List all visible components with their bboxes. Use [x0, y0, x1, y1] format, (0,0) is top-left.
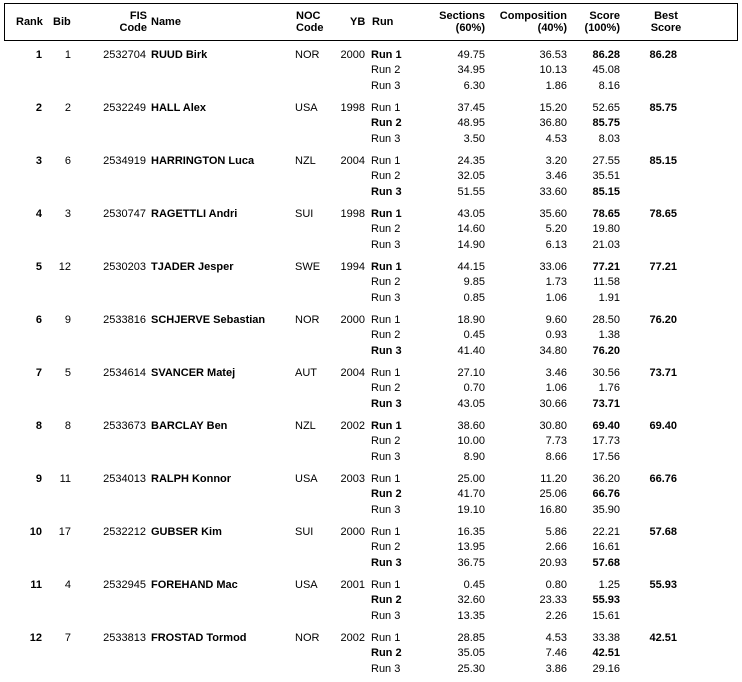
- best-score: 69.40: [649, 420, 677, 432]
- athlete-row: [0, 365, 742, 410]
- sections-score: 0.70: [463, 382, 485, 395]
- composition-score: 1.06: [545, 382, 567, 395]
- athlete-name: SVANCER Matej: [151, 367, 236, 379]
- header-composition-line2: (40%): [537, 22, 567, 34]
- run-label: Run 1: [371, 473, 401, 485]
- run-score: 22.21: [592, 526, 620, 538]
- run-label: Run 1: [371, 155, 401, 167]
- run-score: 35.90: [592, 503, 620, 516]
- sections-score: 18.90: [457, 314, 485, 326]
- sections-score: 14.60: [457, 223, 485, 236]
- header-best-score-line2: Score: [650, 22, 682, 34]
- run-score: 42.51: [592, 647, 620, 660]
- rank: 8: [35, 420, 42, 432]
- run-score: 17.56: [592, 450, 620, 463]
- composition-score: 3.46: [545, 367, 567, 379]
- best-score: 86.28: [649, 49, 677, 61]
- athlete-name: RUUD Birk: [151, 49, 208, 61]
- bib: 8: [64, 420, 71, 432]
- athlete-name: FOREHAND Mac: [151, 579, 238, 591]
- composition-score: 36.80: [539, 117, 567, 130]
- sections-score: 48.95: [457, 117, 485, 130]
- athlete-name: BARCLAY Ben: [151, 420, 228, 432]
- year-of-birth: 2004: [340, 155, 365, 167]
- composition-score: 3.20: [545, 155, 567, 167]
- best-score: 66.76: [649, 473, 677, 485]
- bib: 2: [64, 102, 71, 114]
- sections-score: 38.60: [457, 420, 485, 432]
- run-score: 17.73: [592, 435, 620, 448]
- fis-code: 2532249: [103, 102, 146, 114]
- run-score: 78.65: [592, 208, 620, 220]
- run-label: Run 2: [371, 276, 401, 289]
- run-score: 57.68: [592, 556, 620, 569]
- run-label: Run 3: [371, 609, 401, 622]
- bib: 3: [64, 208, 71, 220]
- run-score: 85.15: [592, 185, 620, 198]
- sections-score: 34.95: [457, 64, 485, 77]
- run-label: Run 1: [371, 632, 401, 644]
- composition-score: 4.53: [545, 632, 567, 644]
- best-score: 73.71: [649, 367, 677, 379]
- run-score: 36.20: [592, 473, 620, 485]
- athlete-name: TJADER Jesper: [151, 261, 234, 273]
- run-label: Run 3: [371, 503, 401, 516]
- run-label: Run 1: [371, 579, 401, 591]
- run-score: 29.16: [592, 662, 620, 675]
- run-score: 8.16: [598, 79, 620, 92]
- run-label: Run 2: [371, 117, 402, 130]
- composition-score: 20.93: [539, 556, 567, 569]
- best-score: 55.93: [649, 579, 677, 591]
- run-label: Run 2: [371, 594, 402, 607]
- bib: 11: [59, 473, 71, 485]
- best-score: 85.15: [649, 155, 677, 167]
- best-score: 42.51: [649, 632, 677, 644]
- sections-score: 13.35: [457, 609, 485, 622]
- run-score: 52.65: [592, 102, 620, 114]
- composition-score: 16.80: [539, 503, 567, 516]
- fis-code: 2530747: [103, 208, 146, 220]
- run-label: Run 1: [371, 367, 401, 379]
- header-rank: Rank: [16, 16, 43, 28]
- rank: 6: [35, 314, 42, 326]
- year-of-birth: 2001: [340, 579, 365, 591]
- composition-score: 4.53: [545, 132, 567, 145]
- rank: 9: [35, 473, 42, 485]
- run-label: Run 1: [371, 314, 401, 326]
- year-of-birth: 1998: [340, 208, 365, 220]
- run-label: Run 1: [371, 526, 401, 538]
- run-label: Run 3: [371, 79, 401, 92]
- run-label: Run 3: [371, 238, 401, 251]
- sections-score: 0.85: [463, 291, 485, 304]
- composition-score: 33.06: [539, 261, 567, 273]
- run-label: Run 3: [371, 344, 402, 357]
- run-label: Run 1: [371, 208, 402, 220]
- composition-score: 3.46: [545, 170, 567, 183]
- run-score: 55.93: [592, 594, 620, 607]
- header-name: Name: [151, 16, 181, 28]
- bib: 7: [64, 632, 71, 644]
- run-label: Run 2: [371, 647, 402, 660]
- run-label: Run 3: [371, 662, 401, 675]
- rank: 1: [35, 49, 42, 61]
- composition-score: 0.93: [545, 329, 567, 342]
- year-of-birth: 1998: [340, 102, 365, 114]
- athlete-row: [0, 206, 742, 251]
- sections-score: 9.85: [463, 276, 485, 289]
- composition-score: 33.60: [539, 185, 567, 198]
- sections-score: 10.00: [457, 435, 485, 448]
- run-score: 19.80: [592, 223, 620, 236]
- header-best-score-line1: Best: [654, 10, 678, 22]
- bib: 12: [58, 261, 71, 273]
- run-score: 1.76: [598, 382, 620, 395]
- year-of-birth: 2000: [340, 314, 365, 326]
- composition-score: 11.20: [540, 473, 567, 485]
- bib: 5: [64, 367, 71, 379]
- rank: 7: [35, 367, 42, 379]
- rank: 2: [35, 102, 42, 114]
- sections-score: 41.40: [457, 344, 485, 357]
- noc-code: NZL: [295, 155, 316, 167]
- athlete-row: [0, 259, 742, 304]
- run-label: Run 3: [371, 450, 401, 463]
- composition-score: 23.33: [539, 594, 567, 607]
- rank: 4: [35, 208, 42, 220]
- header-noc-line1: NOC: [296, 10, 321, 22]
- composition-score: 1.86: [545, 79, 567, 92]
- run-label: Run 2: [371, 541, 401, 554]
- fis-code: 2530203: [103, 261, 146, 273]
- run-label: Run 3: [371, 185, 402, 198]
- composition-score: 7.46: [545, 647, 567, 660]
- run-score: 1.38: [598, 329, 620, 342]
- fis-code: 2533816: [103, 314, 146, 326]
- athlete-row: [0, 418, 742, 463]
- athlete-name: HARRINGTON Luca: [151, 155, 255, 167]
- run-label: Run 2: [371, 223, 401, 236]
- athlete-name: HALL Alex: [151, 102, 207, 114]
- noc-code: USA: [295, 102, 318, 114]
- rank: 10: [29, 526, 42, 538]
- run-score: 11.58: [593, 276, 620, 289]
- run-label: Run 2: [371, 64, 401, 77]
- sections-score: 43.05: [457, 397, 485, 410]
- year-of-birth: 2002: [340, 632, 365, 644]
- run-score: 76.20: [592, 344, 620, 357]
- run-score: 77.21: [592, 261, 620, 273]
- header-bib: Bib: [53, 16, 71, 28]
- composition-score: 36.53: [539, 49, 567, 61]
- best-score: 57.68: [649, 526, 677, 538]
- composition-score: 6.13: [545, 238, 567, 251]
- run-label: Run 1: [371, 49, 402, 61]
- sections-score: 16.35: [457, 526, 485, 538]
- run-label: Run 2: [371, 170, 401, 183]
- athlete-row: [0, 100, 742, 145]
- bib: 1: [64, 49, 71, 61]
- composition-score: 8.66: [545, 450, 567, 463]
- year-of-birth: 2004: [340, 367, 365, 379]
- noc-code: SUI: [295, 208, 314, 220]
- fis-code: 2532212: [103, 526, 146, 538]
- bib: 17: [58, 526, 71, 538]
- sections-score: 8.90: [463, 450, 485, 463]
- run-score: 45.08: [592, 64, 620, 77]
- run-score: 66.76: [592, 488, 620, 501]
- sections-score: 3.50: [463, 132, 485, 145]
- noc-code: NOR: [295, 314, 320, 326]
- composition-score: 3.86: [545, 662, 567, 675]
- run-score: 27.55: [592, 155, 620, 167]
- run-score: 1.25: [598, 579, 620, 591]
- run-score: 69.40: [592, 420, 620, 432]
- sections-score: 0.45: [463, 329, 485, 342]
- run-label: Run 3: [371, 132, 401, 145]
- sections-score: 37.45: [457, 102, 485, 114]
- athlete-row: [0, 577, 742, 622]
- composition-score: 10.13: [539, 64, 567, 77]
- run-label: Run 1: [371, 420, 402, 432]
- athlete-name: RALPH Konnor: [151, 473, 232, 485]
- athlete-row: [0, 312, 742, 357]
- sections-score: 25.30: [457, 662, 485, 675]
- header-sections-line2: (60%): [455, 22, 485, 34]
- composition-score: 2.26: [545, 609, 567, 622]
- fis-code: 2534614: [103, 367, 146, 379]
- composition-score: 25.06: [539, 488, 567, 501]
- fis-code: 2534013: [103, 473, 146, 485]
- sections-score: 51.55: [457, 185, 485, 198]
- run-score: 8.03: [598, 132, 620, 145]
- sections-score: 19.10: [457, 503, 485, 516]
- sections-score: 13.95: [457, 541, 485, 554]
- composition-score: 1.06: [545, 291, 567, 304]
- run-label: Run 3: [371, 556, 402, 569]
- rank: 12: [29, 632, 42, 644]
- best-score: 77.21: [649, 261, 677, 273]
- sections-score: 32.60: [457, 594, 485, 607]
- best-score: 85.75: [649, 102, 677, 114]
- noc-code: USA: [295, 579, 318, 591]
- fis-code: 2533673: [103, 420, 146, 432]
- composition-score: 34.80: [539, 344, 567, 357]
- run-label: Run 1: [371, 102, 401, 114]
- header-composition-line1: Composition: [499, 10, 567, 22]
- run-label: Run 1: [371, 261, 402, 273]
- year-of-birth: 2000: [340, 49, 365, 61]
- athlete-row: [0, 153, 742, 198]
- run-score: 1.91: [598, 291, 620, 304]
- run-score: 85.75: [592, 117, 620, 130]
- sections-score: 24.35: [457, 155, 485, 167]
- noc-code: NZL: [295, 420, 316, 432]
- composition-score: 1.73: [545, 276, 567, 289]
- fis-code: 2532704: [103, 49, 146, 61]
- athlete-name: SCHJERVE Sebastian: [151, 314, 266, 326]
- composition-score: 30.66: [539, 397, 567, 410]
- athlete-name: RAGETTLI Andri: [151, 208, 238, 220]
- year-of-birth: 2003: [340, 473, 365, 485]
- athlete-name: FROSTAD Tormod: [151, 632, 247, 644]
- run-score: 15.61: [592, 609, 620, 622]
- fis-code: 2532945: [103, 579, 146, 591]
- noc-code: USA: [295, 473, 318, 485]
- sections-score: 35.05: [457, 647, 485, 660]
- sections-score: 36.75: [457, 556, 485, 569]
- composition-score: 9.60: [545, 314, 567, 326]
- results-table-header: [4, 3, 738, 41]
- sections-score: 14.90: [457, 238, 485, 251]
- run-label: Run 2: [371, 488, 402, 501]
- best-score: 78.65: [649, 208, 677, 220]
- run-score: 21.03: [592, 238, 620, 251]
- run-score: 33.38: [592, 632, 620, 644]
- composition-score: 0.80: [545, 579, 567, 591]
- athlete-row: [0, 47, 742, 92]
- best-score: 76.20: [649, 314, 677, 326]
- header-fis-code-line2: Code: [119, 22, 147, 34]
- header-run: Run: [372, 16, 394, 28]
- composition-score: 2.66: [545, 541, 567, 554]
- header-fis-code-line1: FIS: [129, 10, 147, 22]
- sections-score: 0.45: [463, 579, 485, 591]
- noc-code: NOR: [295, 49, 320, 61]
- fis-code: 2534919: [103, 155, 146, 167]
- run-score: 30.56: [592, 367, 620, 379]
- athlete-row: [0, 524, 742, 569]
- sections-score: 27.10: [457, 367, 485, 379]
- run-score: 16.61: [592, 541, 620, 554]
- composition-score: 7.73: [545, 435, 567, 448]
- run-score: 73.71: [592, 397, 620, 410]
- header-sections-line1: Sections: [439, 10, 485, 22]
- composition-score: 30.80: [539, 420, 567, 432]
- sections-score: 25.00: [457, 473, 485, 485]
- composition-score: 5.20: [545, 223, 567, 236]
- run-label: Run 2: [371, 329, 401, 342]
- bib: 9: [64, 314, 71, 326]
- header-noc-line2: Code: [296, 22, 324, 34]
- noc-code: AUT: [295, 367, 317, 379]
- noc-code: SUI: [295, 526, 314, 538]
- sections-score: 41.70: [457, 488, 485, 501]
- bib: 4: [64, 579, 71, 591]
- fis-code: 2533813: [103, 632, 146, 644]
- header-score-line1: Score: [589, 10, 620, 22]
- sections-score: 44.15: [457, 261, 485, 273]
- composition-score: 35.60: [539, 208, 567, 220]
- header-yb: YB: [350, 16, 366, 28]
- rank: 3: [35, 155, 42, 167]
- run-label: Run 3: [371, 291, 401, 304]
- athlete-row: [0, 630, 742, 675]
- year-of-birth: 1994: [340, 261, 365, 273]
- sections-score: 6.30: [463, 79, 485, 92]
- rank: 11: [30, 579, 42, 591]
- run-label: Run 3: [371, 397, 402, 410]
- noc-code: SWE: [295, 261, 321, 273]
- bib: 6: [64, 155, 71, 167]
- run-label: Run 2: [371, 382, 401, 395]
- sections-score: 28.85: [457, 632, 485, 644]
- year-of-birth: 2000: [340, 526, 365, 538]
- year-of-birth: 2002: [340, 420, 365, 432]
- run-score: 86.28: [592, 49, 620, 61]
- run-score: 35.51: [592, 170, 620, 183]
- sections-score: 43.05: [457, 208, 485, 220]
- sections-score: 49.75: [457, 49, 485, 61]
- header-score-line2: (100%): [584, 22, 620, 34]
- noc-code: NOR: [295, 632, 320, 644]
- run-score: 28.50: [592, 314, 620, 326]
- rank: 5: [35, 261, 42, 273]
- composition-score: 15.20: [539, 102, 567, 114]
- athlete-row: [0, 471, 742, 516]
- composition-score: 5.86: [545, 526, 567, 538]
- sections-score: 32.05: [457, 170, 485, 183]
- run-label: Run 2: [371, 435, 401, 448]
- athlete-name: GUBSER Kim: [151, 526, 222, 538]
